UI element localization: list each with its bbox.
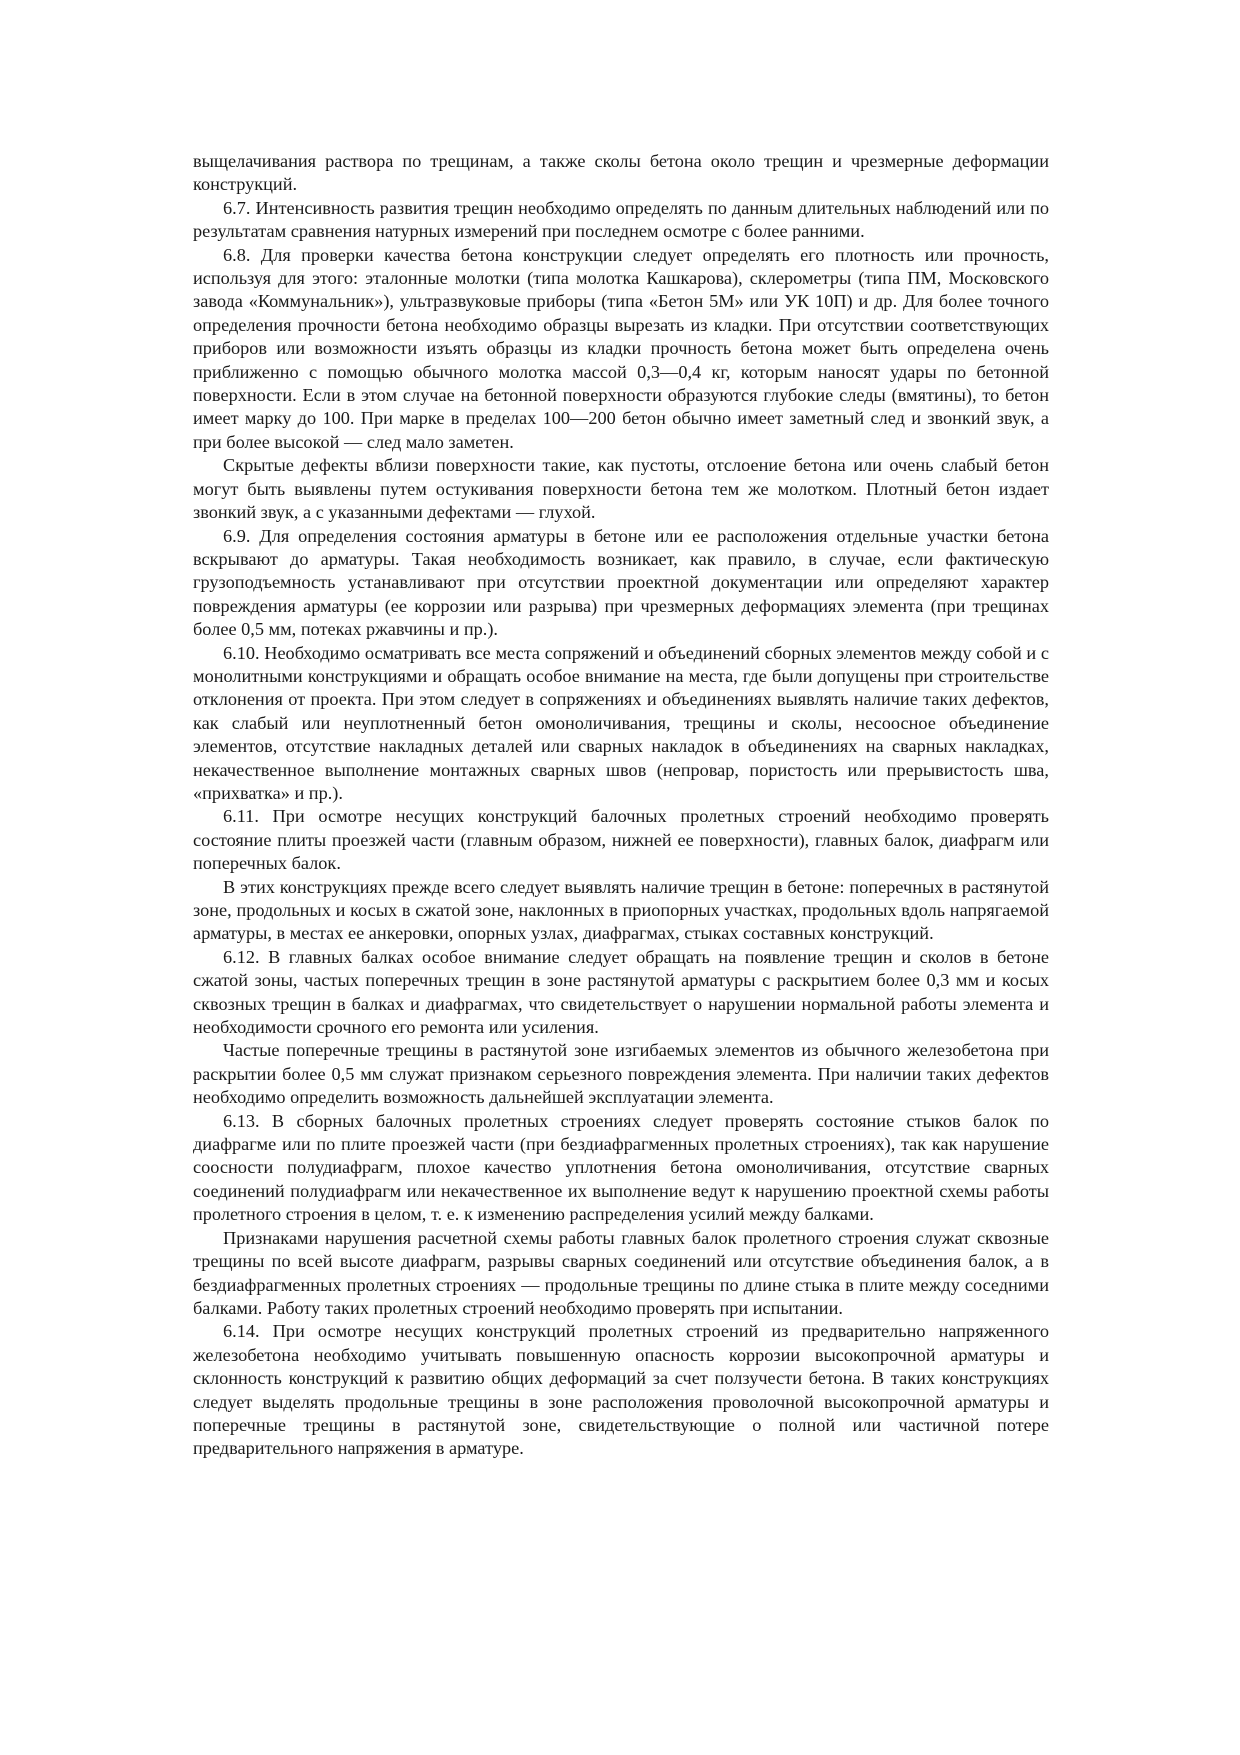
paragraph-6-10: 6.10. Необходимо осматривать все места сопряжений и объединений сборных элементов между собой и с монолитными конструкциями и обращать особое внимание на места, где были допущены при строительстве отклонения от проекта. При этом следует в сопряжениях и объединениях выявлять наличие таких дефектов, как слабый или неуплотненный бетон омоноличивания, трещины и сколы, несоосное объединение элементов, отсутствие накладных деталей или сварных накладок в объединениях на сварных накладках, некачественное выполнение монтажных сварных швов (непровар, пористость или прерывистость шва, «прихватка» и пр.). — [193, 642, 1049, 803]
paragraph-6-11: 6.11. При осмотре несущих конструкций балочных пролетных строений необходимо проверять состояние плиты проезжей части (главным образом, нижней ее поверхности), главных балок, диафрагм или поперечных балок. — [193, 806, 1049, 874]
paragraph-continuation: выщелачивания раствора по трещинам, а также сколы бетона около трещин и чрезмерные деформации конструкций. — [193, 151, 1049, 195]
document-page — [193, 150, 1049, 1461]
paragraph-transverse-cracks: Частые поперечные трещины в растянутой зоне изгибаемых элементов из обычного железобетона при раскрытии более 0,5 мм служат признаком серьезного повреждения элемента. При наличии таких дефектов необходимо определить возможность дальнейшей эксплуатации элемента. — [193, 1040, 1049, 1108]
paragraph-6-7: 6.7. Интенсивность развития трещин необходимо определять по данным длительных наблюдений или по результатам сравнения натурных измерений при последнем осмотре с более ранними. — [193, 197, 1049, 242]
paragraph-6-9: 6.9. Для определения состояния арматуры в бетоне или ее расположения отдельные участки бетона вскрывают до арматуры. Такая необходимость возникает, как правило, в случае, если фактическую грузоподъемность устанавливают при отсутствии проектной документации или определяют характер повреждения арматуры (ее коррозии или разрыва) при чрезмерных деформациях элемента (при трещинах более 0,5 мм, потеках ржавчины и пр.). — [193, 525, 1049, 640]
paragraph-6-13: 6.13. В сборных балочных пролетных строениях следует проверять состояние стыков балок по диафрагме или по плите проезжей части (при бездиафрагменных пролетных строениях), так как нарушение соосности полудиафрагм, плохое качество уплотнения бетона омоноличивания, отсутствие сварных соединений полудиафрагм или некачественное их выполнение ведут к нарушению проектной схемы работы пролетного строения в целом, т. е. к изменению распределения усилий между балками. — [193, 1110, 1049, 1225]
paragraph-hidden-defects: Скрытые дефекты вблизи поверхности такие, как пустоты, отслоение бетона или очень слабый бетон могут быть выявлены путем остукивания поверхности бетона тем же молотком. Плотный бетон издает звонкий звук, а с указанными дефектами — глухой. — [193, 455, 1049, 523]
paragraph-6-8: 6.8. Для проверки качества бетона конструкции следует определять его плотность или прочность, используя для этого: эталонные молотки (типа молотка Кашкарова), склерометры (типа ПМ, Московского завода «Коммунальник»), ультразвуковые приборы (типа «Бетон 5М» или УК 10П) и др. Для более точного определения прочности бетона необходимо образцы вырезать из кладки. При отсутствии соответствующих приборов или возможности изъять образцы из кладки прочность бетона может быть определена очень приближенно с помощью обычного молотка массой 0,3—0,4 кг, которым наносят удары по бетонной поверхности. Если в этом случае на бетонной поверхности образуются глубокие следы (вмятины), то бетон имеет марку до 100. При марке в пределах 100—200 бетон обычно имеет заметный след и звонкий звук, а при более высокой — след мало заметен. — [193, 244, 1049, 452]
paragraph-design-scheme-signs: Признаками нарушения расчетной схемы работы главных балок пролетного строения служат сквозные трещины по всей высоте диафрагм, разрывы сварных соединений или отсутствие объединения балок, а в бездиафрагменных пролетных строениях — продольные трещины по длине стыка в плите между соседними балками. Работу таких пролетных строений необходимо проверять при испытании. — [193, 1227, 1049, 1318]
paragraph-6-12: 6.12. В главных балках особое внимание следует обращать на появление трещин и сколов в бетоне сжатой зоны, частых поперечных трещин в зоне растянутой арматуры с раскрытием более 0,3 мм и косых сквозных трещин в балках и диафрагмах, что свидетельствует о нарушении нормальной работы элемента и необходимости срочного его ремонта или усиления. — [193, 946, 1049, 1038]
paragraph-cracks-in-structures: В этих конструкциях прежде всего следует выявлять наличие трещин в бетоне: поперечных в растянутой зоне, продольных и косых в сжатой зоне, наклонных в приопорных участках, продольных вдоль напрягаемой арматуры, в местах ее анкеровки, опорных узлах, диафрагмах, стыках составных конструкций. — [193, 876, 1049, 944]
paragraph-6-14: 6.14. При осмотре несущих конструкций пролетных строений из предварительно напряженного железобетона необходимо учитывать повышенную опасность коррозии высокопрочной арматуры и склонность конструкций к развитию общих деформаций за счет ползучести бетона. В таких конструкциях следует выделять продольные трещины в зоне расположения проволочной высокопрочной арматуры и поперечные трещины в растянутой зоне, свидетельствующие о полной или частичной потере предварительного напряжения в арматуре. — [193, 1321, 1049, 1459]
